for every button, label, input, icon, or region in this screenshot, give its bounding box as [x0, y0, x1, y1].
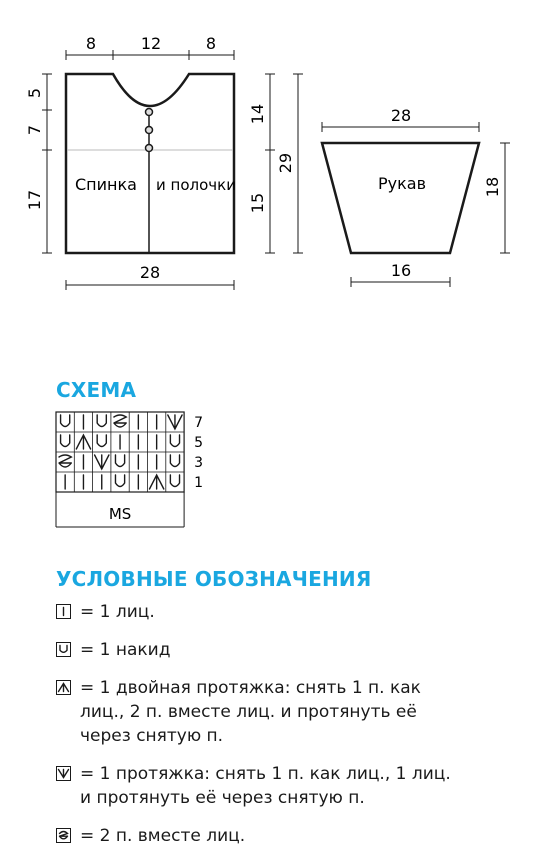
- chart-cell-yo: [115, 455, 124, 467]
- legend-text-line: = 2 п. вместе лиц.: [80, 826, 246, 846]
- body-label-right: и полочки: [156, 176, 236, 194]
- legend-symbol-ssk-icon: [56, 766, 71, 781]
- row-number: 5: [194, 435, 204, 451]
- chart-cell-cdd: [150, 475, 164, 489]
- dim-left-upper: 5: [25, 87, 44, 99]
- chart-cell-ssk: [168, 415, 182, 429]
- sleeve-dim-bottom: 16: [390, 261, 412, 280]
- dim-top-middle: 12: [140, 34, 162, 53]
- stitch-chart: [0, 400, 540, 540]
- dim-top-right: 8: [205, 34, 217, 53]
- body-left-dimension: [42, 74, 52, 253]
- legend-text-line: = 1 лиц.: [80, 602, 155, 622]
- legend-item-cdd: [56, 676, 486, 748]
- repeat-label: MS: [108, 505, 132, 523]
- chart-cell-k2tog: [114, 415, 126, 427]
- legend-item-yo: [56, 638, 486, 662]
- chart-cell-cdd: [76, 435, 90, 449]
- legend-text-line: лиц., 2 п. вместе лиц. и протянуть её: [80, 702, 417, 722]
- chart-cell-yo: [61, 415, 70, 427]
- legend-text-line: = 1 протяжка: снять 1 п. как лиц., 1 лиц.: [80, 764, 451, 784]
- body-label-left: Спинка: [75, 175, 137, 194]
- legend-text-line: через снятую п.: [80, 726, 224, 746]
- legend-symbol-k2tog-icon: [56, 828, 71, 843]
- chart-grid: [56, 412, 184, 492]
- row-number: 7: [194, 415, 204, 431]
- body-right-dimension: [265, 74, 275, 253]
- sleeve-outline: [322, 143, 479, 253]
- sleeve-dim-top: 28: [390, 106, 412, 125]
- dim-right-lower: 15: [248, 192, 267, 214]
- legend-symbol-cdd-icon: [56, 680, 71, 695]
- legend-item-k: [56, 600, 486, 624]
- button-2: [146, 127, 153, 134]
- row-number: 1: [194, 475, 204, 491]
- buttons: [146, 109, 153, 152]
- legend-text-line: и протянуть её через снятую п.: [80, 788, 365, 808]
- legend-title: УСЛОВНЫЕ ОБОЗНАЧЕНИЯ: [56, 567, 372, 591]
- legend-symbol-k-icon: [56, 604, 71, 619]
- dim-left-lower: 17: [25, 189, 44, 211]
- body-outline: [66, 74, 234, 253]
- row-number: 3: [194, 455, 204, 471]
- chart-cell-yo: [170, 455, 179, 467]
- legend-symbol-yo-icon: [56, 642, 71, 657]
- chart-cell-yo: [97, 435, 106, 447]
- dim-right-upper: 14: [248, 103, 267, 125]
- dim-right-total: 29: [276, 152, 295, 174]
- chart-cell-yo: [170, 435, 179, 447]
- legend-item-ssk: [56, 762, 486, 810]
- body-piece: [66, 74, 234, 253]
- chart-cell-yo: [97, 415, 106, 427]
- legend-text-line: = 1 двойная протяжка: снять 1 п. как: [80, 678, 421, 698]
- dim-bottom: 28: [139, 263, 161, 282]
- dim-top-left: 8: [85, 34, 97, 53]
- pattern-schematic: [0, 0, 540, 370]
- legend-item-k2tog: [56, 824, 486, 848]
- chart-cell-yo: [170, 475, 179, 487]
- chart-cell-yo: [115, 475, 124, 487]
- sleeve-label: Рукав: [377, 174, 427, 193]
- chart-cell-ssk: [95, 455, 109, 469]
- sleeve-dim-right: 18: [483, 176, 502, 198]
- legend-text-line: = 1 накид: [80, 640, 171, 660]
- button-1: [146, 109, 153, 116]
- dim-left-middle: 7: [25, 124, 44, 136]
- chart-cell-yo: [61, 435, 70, 447]
- button-3: [146, 145, 153, 152]
- chart-cell-k2tog: [59, 455, 71, 467]
- schema-title: СХЕМА: [56, 378, 137, 402]
